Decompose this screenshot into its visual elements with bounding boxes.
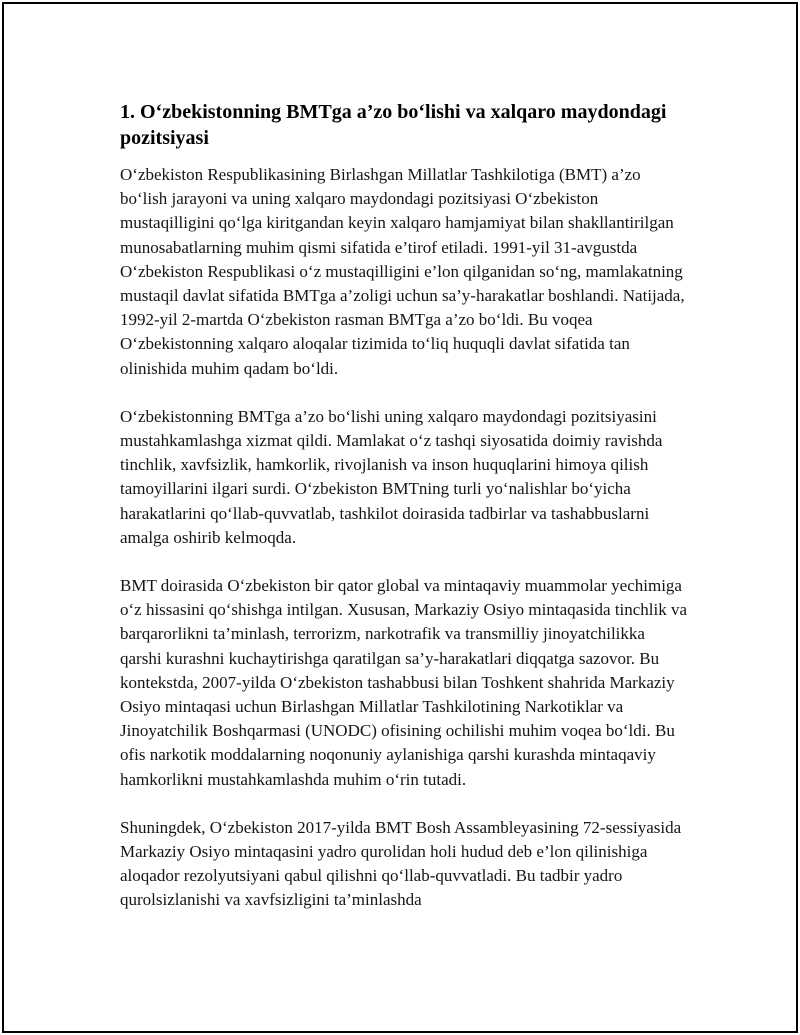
paragraph-3: BMT doirasida O‘zbekiston bir qator global va mintaqaviy muammolar yechimiga o‘z hissasini qo‘shishga intilgan. Xususan, Markaziy Osiyo mintaqasida tinchlik va barqarorlikni ta’minlash, terrorizm, narkotrafik va transmilliy jinoyatchilikka qarshi kurashni kuchaytirishga qaratilgan sa’y-harakatlari diqqatga sazovor. Bu kontekstda, 2007-yilda O‘zbekiston tashabbusi bilan Toshkent shahrida Markaziy Osiyo mintaqasi uchun Birlashgan Millatlar Tashkilotining Narkotiklar va Jinoyatchilik Boshqarmasi (UNODC) ofisining ochilishi muhim voqea bo‘ldi. Bu ofis narkotik moddalarning noqonuniy aylanishiga qarshi kurashda mintaqaviy hamkorlikni mustahkamlashda muhim o‘rin tutadi. — [120, 576, 688, 789]
document-body — [120, 99, 690, 937]
paragraph-1: O‘zbekiston Respublikasining Birlashgan Millatlar Tashkilotiga (BMT) a’zo bo‘lish jarayoni va uning xalqaro maydondagi pozitsiyasi O‘zbekiston mustaqilligini qo‘lga kiritgandan keyin xalqaro hamjamiyat bilan shakllantirilgan munosabatlarning muhim qismi sifatida e’tirof etiladi. 1991-yil 31-avgustda O‘zbekiston Respublikasi o‘z mustaqilligini e’lon qilganidan so‘ng, mamlakatning mustaqil davlat sifatida BMTga a’zoligi uchun sa’y-harakatlar boshlandi. Natijada, 1992-yil 2-martda O‘zbekiston rasman BMTga a’zo bo‘ldi. Bu voqea O‘zbekistonning xalqaro aloqalar tizimida to‘liq huquqli davlat sifatida tan olinishida muhim qadam bo‘ldi. — [120, 165, 685, 378]
paragraph-2: O‘zbekistonning BMTga a’zo bo‘lishi uning xalqaro maydondagi pozitsiyasini mustahkamlashga xizmat qildi. Mamlakat o‘z tashqi siyosatida doimiy ravishda tinchlik, xavfsizlik, hamkorlik, rivojlanish va inson huquqlarini himoya qilish tamoyillarini ilgari surdi. O‘zbekiston BMTning turli yo‘nalishlar bo‘yicha harakatlarini qo‘llab-quvvatlab, tashkilot doirasida tadbirlar va tashabbuslarni amalga oshirib kelmoqda. — [120, 406, 663, 547]
page-frame — [2, 2, 798, 1033]
section-heading: 1. O‘zbekistonning BMTga a’zo bo‘lishi va xalqaro maydondagi pozitsiyasi — [120, 101, 667, 149]
paragraph-4: Shuningdek, O‘zbekiston 2017-yilda BMT Bosh Assambleyasining 72-sessiyasida Markaziy Osiyo mintaqasini yadro qurolidan holi hudud deb e’lon qilinishiga aloqador rezolyutsiyani qabul qilishni qo‘llab-quvvatladi. Bu tadbir yadro qurolsizlanishi va xavfsizligini ta’minlashda — [120, 817, 682, 910]
